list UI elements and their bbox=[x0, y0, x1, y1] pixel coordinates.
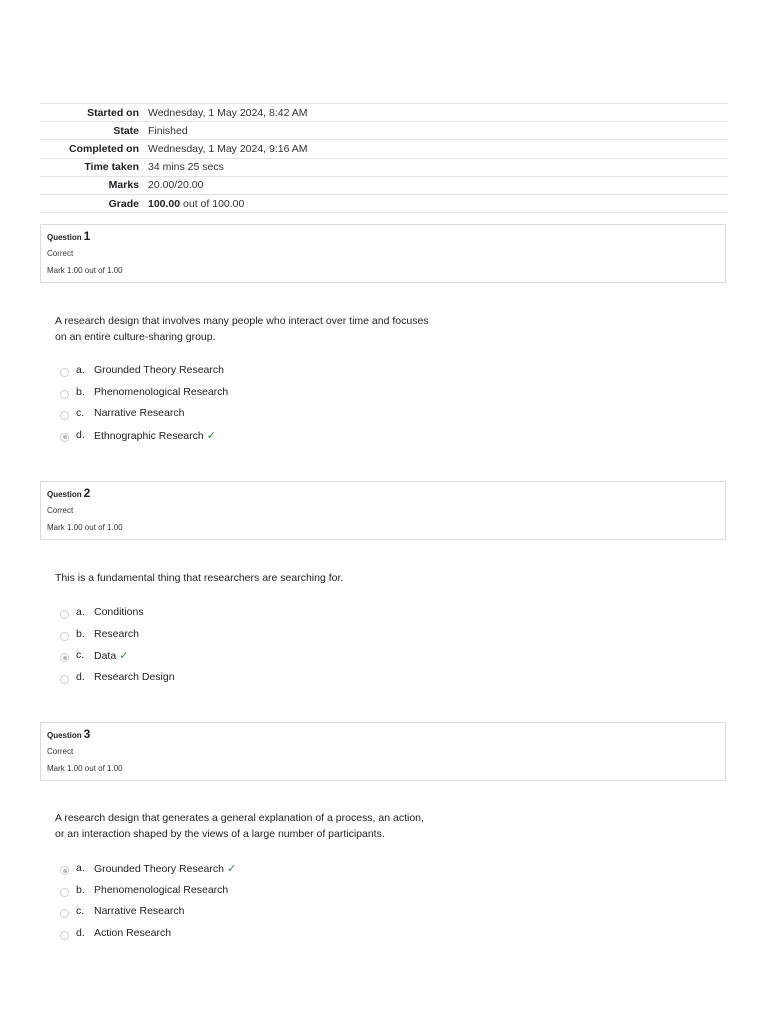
radio-button[interactable] bbox=[60, 888, 69, 897]
radio-button[interactable] bbox=[60, 390, 69, 399]
question-number bbox=[47, 229, 90, 243]
summary-row-grade bbox=[40, 194, 728, 212]
answer-letter: c. bbox=[76, 407, 85, 419]
question-text-2 bbox=[55, 571, 455, 587]
summary-row-started bbox=[40, 104, 728, 122]
answer-text: Research bbox=[94, 627, 139, 640]
answer-text-wrapper bbox=[94, 429, 216, 442]
answer-letter: a. bbox=[76, 862, 85, 874]
answer-option[interactable] bbox=[60, 606, 460, 628]
summary-label: Started on bbox=[87, 106, 139, 119]
summary-value bbox=[148, 194, 728, 212]
question-state: Correct bbox=[47, 249, 74, 258]
question-text-3 bbox=[55, 811, 455, 842]
answer-list-3 bbox=[60, 862, 460, 948]
answer-text: Narrative Research bbox=[94, 407, 185, 419]
summary-label: Completed on bbox=[69, 142, 139, 155]
question-label: Question bbox=[47, 490, 82, 499]
question-grade: Mark 1.00 out of 1.00 bbox=[47, 266, 123, 275]
answer-text: Data bbox=[94, 650, 117, 662]
answer-letter: d. bbox=[76, 926, 85, 939]
summary-value: Wednesday, 1 May 2024, 8:42 AM bbox=[148, 106, 308, 119]
answer-text: Ethnographic Research bbox=[94, 429, 204, 442]
radio-button-checked[interactable] bbox=[60, 653, 69, 662]
summary-row-completed bbox=[40, 140, 728, 158]
summary-row-state bbox=[40, 122, 728, 140]
answer-list-2 bbox=[60, 606, 460, 692]
question-text-line: on an entire culture-sharing group. bbox=[55, 330, 216, 343]
radio-button[interactable] bbox=[60, 411, 69, 420]
answer-letter: b. bbox=[76, 627, 85, 640]
check-icon: ✓ bbox=[206, 429, 216, 442]
grade-value: 100.00 bbox=[148, 197, 181, 210]
answer-letter: a. bbox=[76, 364, 85, 376]
answer-text: Narrative Research bbox=[94, 905, 185, 917]
answer-option[interactable] bbox=[60, 671, 460, 693]
question-state: Correct bbox=[47, 506, 74, 515]
summary-value: 34 mins 25 secs bbox=[148, 161, 224, 174]
answer-option[interactable] bbox=[60, 905, 460, 927]
answer-option[interactable] bbox=[60, 884, 460, 906]
answer-text: Research Design bbox=[94, 670, 175, 683]
summary-row-time-taken bbox=[40, 158, 728, 176]
summary-row-marks bbox=[40, 176, 728, 194]
grade-suffix: out of 100.00 bbox=[183, 197, 245, 210]
question-text-line: A research design that involves many people who interact over time and focuses bbox=[55, 315, 429, 327]
answer-letter: c. bbox=[76, 649, 85, 661]
question-grade: Mark 1.00 out of 1.00 bbox=[47, 764, 123, 773]
radio-button[interactable] bbox=[60, 909, 69, 918]
question-text-1 bbox=[55, 314, 455, 345]
question-number bbox=[47, 486, 90, 500]
answer-option-selected[interactable] bbox=[60, 429, 460, 451]
answer-text: Conditions bbox=[94, 606, 144, 618]
answer-text: Action Research bbox=[94, 926, 172, 939]
summary-label: Grade bbox=[108, 197, 139, 210]
answer-option-selected[interactable] bbox=[60, 862, 460, 884]
answer-list-1 bbox=[60, 364, 460, 450]
answer-text: Grounded Theory Research bbox=[94, 863, 224, 875]
question-info-3 bbox=[40, 722, 726, 781]
radio-button[interactable] bbox=[60, 675, 69, 684]
question-state: Correct bbox=[47, 747, 74, 756]
question-num: 2 bbox=[83, 486, 91, 500]
answer-option[interactable] bbox=[60, 927, 460, 949]
radio-button[interactable] bbox=[60, 931, 69, 940]
answer-text: Phenomenological Research bbox=[94, 883, 229, 896]
answer-option[interactable] bbox=[60, 364, 460, 386]
check-icon: ✓ bbox=[226, 863, 237, 875]
question-number bbox=[47, 727, 90, 741]
question-num: 3 bbox=[83, 727, 91, 741]
answer-letter: b. bbox=[76, 385, 85, 398]
answer-letter: b. bbox=[76, 883, 85, 896]
summary-label: Time taken bbox=[84, 161, 139, 174]
question-grade: Mark 1.00 out of 1.00 bbox=[47, 523, 123, 532]
check-icon: ✓ bbox=[119, 650, 129, 662]
question-num: 1 bbox=[83, 229, 91, 243]
question-info-1 bbox=[40, 224, 726, 283]
answer-text: Phenomenological Research bbox=[94, 385, 229, 398]
answer-letter: a. bbox=[76, 606, 85, 618]
radio-button-checked[interactable] bbox=[60, 433, 69, 442]
answer-text-wrapper bbox=[94, 862, 236, 875]
question-text-line: This is a fundamental thing that researchers are searching for. bbox=[55, 572, 344, 584]
question-text-line: or an interaction shaped by the views of a large number of participants. bbox=[55, 827, 385, 840]
answer-option[interactable] bbox=[60, 407, 460, 429]
answer-letter: d. bbox=[76, 670, 85, 683]
summary-value: 20.00/20.00 bbox=[148, 179, 204, 192]
question-info-2 bbox=[40, 481, 726, 540]
answer-text: Grounded Theory Research bbox=[94, 364, 224, 376]
attempt-summary-table bbox=[40, 103, 728, 213]
radio-button-checked[interactable] bbox=[60, 866, 69, 875]
question-text-line: A research design that generates a general explanation of a process, an action, bbox=[55, 812, 424, 824]
answer-letter: c. bbox=[76, 905, 85, 917]
summary-value: Finished bbox=[148, 124, 188, 137]
answer-text-wrapper bbox=[94, 649, 128, 662]
answer-letter: d. bbox=[76, 428, 85, 441]
question-label: Question bbox=[47, 233, 82, 242]
radio-button[interactable] bbox=[60, 632, 69, 641]
question-label: Question bbox=[47, 731, 82, 740]
summary-value: Wednesday, 1 May 2024, 9:16 AM bbox=[148, 142, 308, 155]
summary-label: Marks bbox=[108, 179, 139, 192]
answer-option[interactable] bbox=[60, 628, 460, 650]
answer-option-selected[interactable] bbox=[60, 649, 460, 671]
answer-option[interactable] bbox=[60, 386, 460, 408]
radio-button[interactable] bbox=[60, 368, 69, 377]
radio-button[interactable] bbox=[60, 610, 69, 619]
summary-label: State bbox=[113, 124, 139, 137]
